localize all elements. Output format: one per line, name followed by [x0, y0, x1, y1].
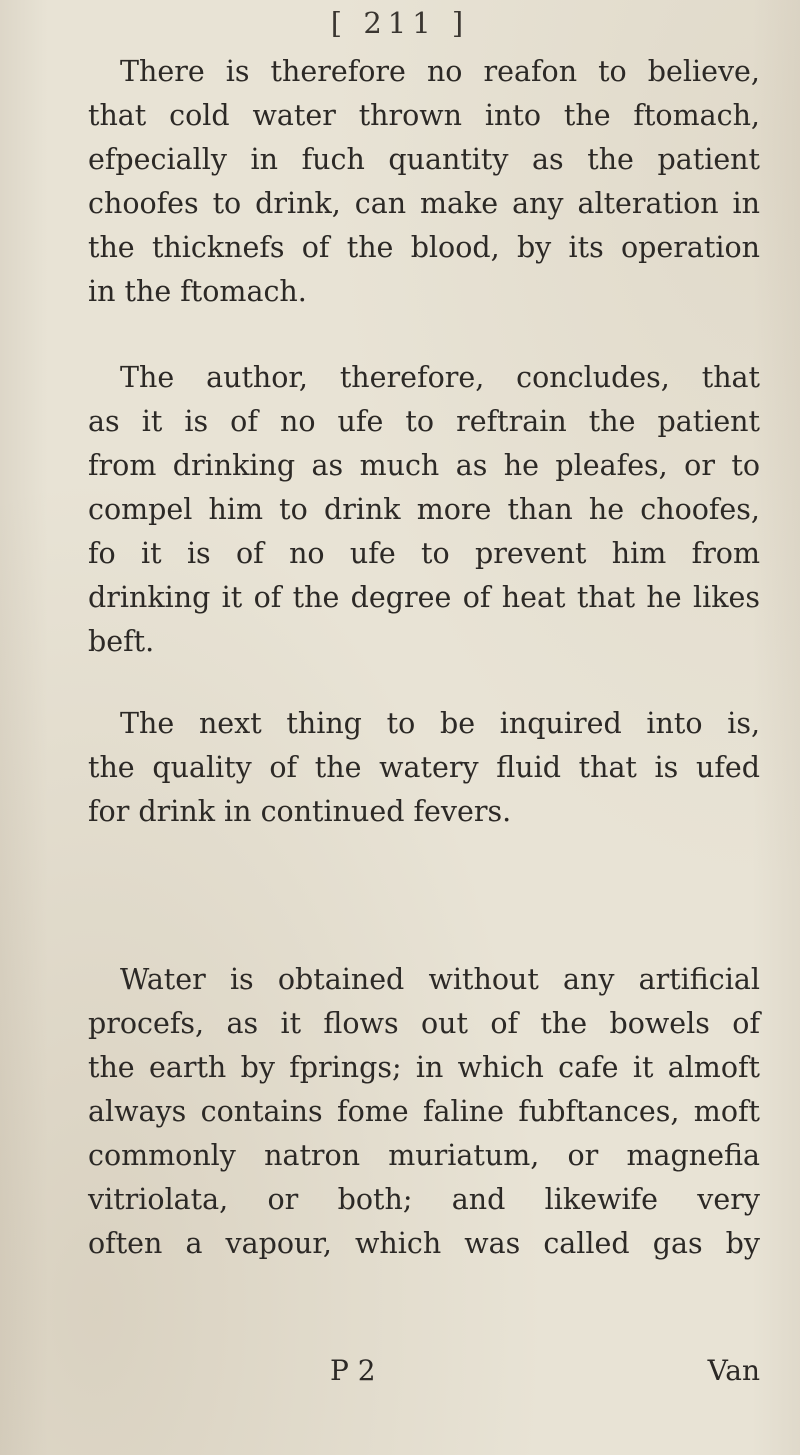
text-line: the earth by fprings; in which cafe it almoft — [88, 1051, 760, 1084]
text-line: for drink in continued fevers. — [88, 795, 512, 828]
text-line: procefs, as it flows out of the bowels of — [88, 1007, 760, 1040]
text-line: There is therefore no reafon to believe, — [120, 55, 760, 88]
text-line: commonly natron muriatum, or magnefia — [88, 1139, 760, 1172]
text-line: in the ftomach. — [88, 275, 307, 308]
text-line: efpecially in fuch quantity as the patient — [88, 143, 760, 176]
text-line: often a vapour, which was called gas by — [88, 1227, 760, 1260]
text-line: the thicknefs of the blood, by its operation — [88, 231, 760, 264]
paragraph-2 — [88, 356, 760, 664]
text-line: The author, therefore, concludes, that — [120, 361, 760, 394]
text-line: always contains fome faline fubftances, moft — [88, 1095, 760, 1128]
text-line: that cold water thrown into the ftomach, — [88, 99, 760, 132]
text-line: beft. — [88, 625, 155, 658]
text-line: compel him to drink more than he choofes, — [88, 493, 760, 526]
paragraph-3 — [88, 702, 760, 834]
text-line: vitriolata, or both; and likewife very — [88, 1183, 760, 1216]
page-number: [ 211 ] — [330, 6, 470, 40]
text-line: fo it is of no ufe to prevent him from — [88, 537, 760, 570]
text-line: The next thing to be inquired into is, — [120, 707, 760, 740]
text-line: Water is obtained without any artificial — [120, 963, 760, 996]
signature-mark: P 2 — [330, 1354, 376, 1387]
text-line: as it is of no ufe to reftrain the patient — [88, 405, 760, 438]
text-line: drinking it of the degree of heat that he likes — [88, 581, 760, 614]
catchword: Van — [707, 1354, 760, 1387]
text-line: choofes to drink, can make any alteration in — [88, 187, 760, 220]
text-line: from drinking as much as he pleafes, or to — [88, 449, 760, 482]
text-line: the quality of the watery fluid that is ufed — [88, 751, 760, 784]
paragraph-4 — [88, 958, 760, 1266]
paragraph-1 — [88, 50, 760, 314]
